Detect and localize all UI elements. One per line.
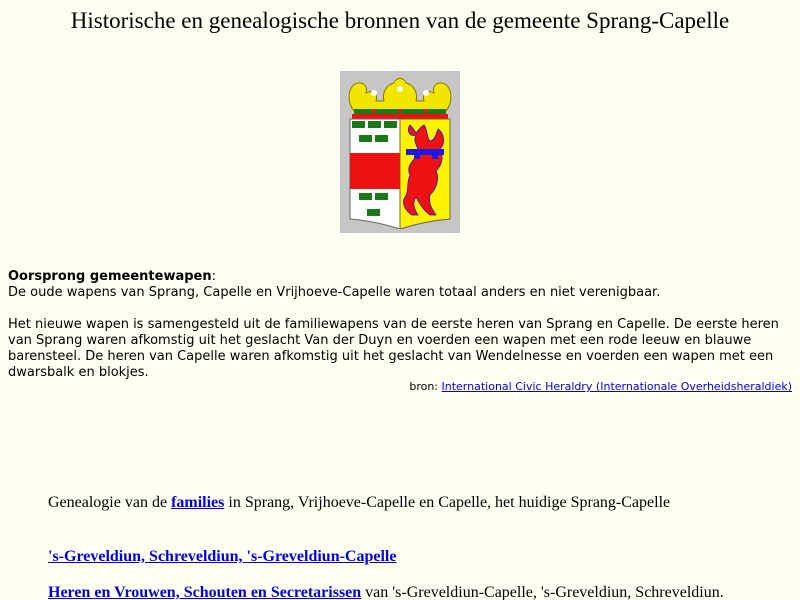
source-credit bbox=[409, 380, 792, 394]
crown-icon bbox=[349, 79, 451, 120]
origin-paragraph-1: De oude wapens van Sprang, Capelle en Vrijhoeve-Capelle waren totaal anders en niet verenigbaar. bbox=[8, 285, 661, 300]
heren-vrouwen-suffix: van 's-Greveldiun-Capelle, 's-Greveldiun, Schreveldiun. bbox=[361, 584, 724, 600]
origin-paragraph-2: Het nieuwe wapen is samengesteld uit de familiewapens van de eerste heren van Sprang en Capelle. De eerste heren van Sprang waren afkomstig uit het geslacht Van der Duyn en voerden een wapen met een rode leeuw en blauwe barensteel. De heren van Capelle waren afkomstig uit het geslacht van Wendelnesse en voerden een wapen met een dwarsbalk en blokjes. bbox=[8, 317, 779, 380]
genealogy-intro bbox=[48, 493, 670, 513]
source-prefix: bron: bbox=[409, 380, 442, 393]
source-link[interactable]: International Civic Heraldry (Internationale Overheidsheraldiek) bbox=[441, 380, 792, 393]
heren-line bbox=[48, 583, 724, 600]
greveldiun-link[interactable]: 's-Greveldiun, Schreveldiun, 's-Greveldiun-Capelle bbox=[48, 548, 397, 565]
genealogy-prefix: Genealogie van de bbox=[48, 494, 172, 511]
heren-vrouwen-link[interactable]: Heren en Vrouwen, Schouten en Secretarissen bbox=[48, 584, 362, 600]
origin-heading: Oorsprong gemeentewapen bbox=[8, 269, 212, 284]
origin-heading-colon: : bbox=[211, 269, 217, 284]
origin-intro bbox=[8, 269, 798, 301]
genealogy-suffix: in Sprang, Vrijhoeve-Capelle en Capelle, het huidige Sprang-Capelle bbox=[224, 494, 671, 511]
greveldiun-line bbox=[48, 547, 396, 567]
origin-section bbox=[8, 269, 798, 381]
families-link[interactable]: families bbox=[171, 494, 225, 511]
coat-of-arms-image bbox=[340, 71, 460, 233]
page-title: Historische en genealogische bronnen van de gemeente Sprang-Capelle bbox=[70, 8, 730, 33]
coat-of-arms-icon bbox=[340, 71, 460, 233]
